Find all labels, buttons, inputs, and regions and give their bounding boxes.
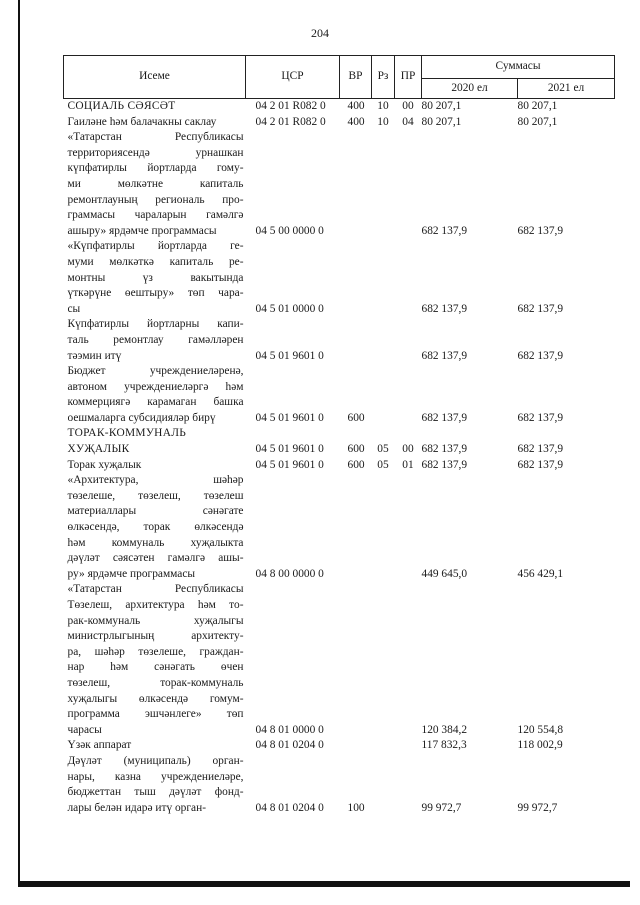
row-pr <box>395 738 422 754</box>
row-name-line: тәэмин итү <box>67 349 122 362</box>
row-pr: 01 <box>402 458 414 471</box>
row-name-line: автоном учреждениеләргә һәм <box>67 380 244 393</box>
row-name-line: ХУҖАЛЫК <box>67 443 130 456</box>
row-csr: 04 8 01 0204 0 <box>255 739 324 752</box>
row-sum-2020: 449 645,0 <box>421 567 468 580</box>
row-sum-2021: 682 137,9 <box>517 458 564 471</box>
row-name <box>64 239 246 317</box>
row-vr <box>340 239 372 317</box>
row-name-line: монтны үз вакытында <box>67 271 244 284</box>
row-rz <box>372 364 395 426</box>
row-sum-2020: 682 137,9 <box>421 302 468 315</box>
header-year-2021: 2021 ел <box>518 79 615 99</box>
row-pr: 00 <box>402 100 414 112</box>
row-name-line: Үзәк аппарат <box>67 739 132 752</box>
row-sum-2021: 456 429,1 <box>517 567 564 580</box>
row-sum-2020: 682 137,9 <box>421 458 468 471</box>
row-name-line: «Татарстан Республикасы <box>67 583 244 596</box>
row-csr: 04 5 01 9601 0 <box>255 349 324 362</box>
row-sum-2021: 80 207,1 <box>517 115 558 128</box>
row-name-line: министрлыгының архитекту- <box>67 630 244 643</box>
row-name <box>64 317 246 364</box>
row-rz <box>372 130 395 239</box>
row-name-line: хуҗалыгы өлкәсендә гомум- <box>67 692 244 705</box>
row-sum-2021: 99 972,7 <box>517 801 558 814</box>
row-sum-2021: 682 137,9 <box>517 302 564 315</box>
table-row <box>64 754 615 816</box>
row-sum-2021: 682 137,9 <box>517 443 564 456</box>
row-sum-2021: 682 137,9 <box>517 224 564 237</box>
row-csr: 04 5 01 9601 0 <box>255 458 324 471</box>
row-name-line: лары белән идарә итү орган- <box>67 801 206 814</box>
row-name-line: ТОРАК-КОММУНАЛЬ <box>67 427 187 440</box>
row-name-line: ми мөлкәтне капиталь <box>67 177 244 190</box>
row-pr <box>395 317 422 364</box>
row-name <box>64 99 246 115</box>
row-csr: 04 8 01 0204 0 <box>255 801 324 814</box>
row-pr: 00 <box>402 443 414 456</box>
row-pr <box>395 582 422 738</box>
row-name-line: граммасы чараларын гамәлгә <box>67 209 244 222</box>
table-row <box>64 582 615 738</box>
row-rz <box>372 239 395 317</box>
row-name-line: Торак хуҗалык <box>67 458 142 471</box>
row-pr <box>395 754 422 816</box>
scan-bottom-edge <box>18 881 630 887</box>
row-name <box>64 754 246 816</box>
row-vr: 100 <box>347 801 365 814</box>
header-year-2020: 2020 ел <box>422 79 518 99</box>
table-header <box>64 56 615 99</box>
row-sum-2020: 117 832,3 <box>421 739 467 752</box>
row-name-line: Бюджет учреждениеләренә, <box>67 365 244 378</box>
row-name-line: сы <box>67 302 81 315</box>
table-row <box>64 317 615 364</box>
row-name-line: оешмаларга субсидияләр бирү <box>67 411 216 424</box>
row-pr <box>395 473 422 582</box>
row-name <box>64 115 246 131</box>
row-csr: 04 8 01 0000 0 <box>255 723 324 736</box>
row-name-line: һәм коммуналь хуҗалыкта <box>67 536 244 549</box>
row-name-line: коммерциягә карамаган башка <box>67 396 244 409</box>
row-name-line: төзелеш, торак-коммуналь <box>67 676 244 689</box>
table-row <box>64 130 615 239</box>
row-name-line: муми мөлкәткә капиталь ре- <box>67 255 244 268</box>
row-name-line: таль ремонтлау гамәлләрен <box>67 333 244 346</box>
table-row <box>64 426 615 457</box>
row-name-line: дәүләт сәясәтен гамәлгә ашы- <box>67 552 244 565</box>
row-sum-2020: 682 137,9 <box>421 349 468 362</box>
row-sum-2020: 682 137,9 <box>421 443 468 456</box>
table-row <box>64 458 615 474</box>
row-csr: 04 2 01 R082 0 <box>255 100 326 112</box>
row-name-line: материаллары сәнәгате <box>67 505 244 518</box>
row-pr <box>395 130 422 239</box>
table-row <box>64 115 615 131</box>
row-pr <box>395 239 422 317</box>
row-csr: 04 8 00 0000 0 <box>255 567 324 580</box>
row-pr: 04 <box>402 115 414 128</box>
row-name-line: күпфатирлы йортларда гому- <box>67 162 244 175</box>
row-csr: 04 5 01 0000 0 <box>255 302 324 315</box>
row-vr <box>340 130 372 239</box>
row-vr: 600 <box>347 458 365 471</box>
row-sum-2020: 120 384,2 <box>421 723 468 736</box>
row-sum-2021: 80 207,1 <box>517 100 558 112</box>
row-csr: 04 5 01 9601 0 <box>255 411 324 424</box>
row-name-line: СОЦИАЛЬ СӘЯСӘТ <box>67 100 176 112</box>
row-name-line: ру» ярдәмче программасы <box>67 567 196 580</box>
row-sum-2020: 682 137,9 <box>421 411 468 424</box>
row-sum-2021: 118 002,9 <box>517 739 563 752</box>
row-vr <box>340 738 372 754</box>
budget-table <box>63 55 615 816</box>
row-csr: 04 5 00 0000 0 <box>255 224 324 237</box>
row-name-line: төзелеше, төзелеш, төзелеш <box>67 489 244 502</box>
row-pr <box>395 364 422 426</box>
row-name-line: Күпфатирлы йортларны капи- <box>67 318 244 331</box>
table-row <box>64 738 615 754</box>
row-rz <box>372 317 395 364</box>
header-pr: ПР <box>395 56 422 99</box>
header-vr: ВР <box>340 56 372 99</box>
row-rz <box>372 754 395 816</box>
table-row <box>64 239 615 317</box>
row-name-line: үткәрүне өештыру» төп чара- <box>67 287 244 300</box>
row-rz: 10 <box>377 100 389 112</box>
row-name <box>64 738 246 754</box>
row-name <box>64 130 246 239</box>
row-name-line: ремонтлауның региональ про- <box>67 193 244 206</box>
header-sums: Суммасы <box>422 56 615 79</box>
row-name-line: чарасы <box>67 723 102 736</box>
row-sum-2021: 682 137,9 <box>517 411 564 424</box>
header-csr: ЦСР <box>246 56 340 99</box>
row-rz: 05 <box>377 443 389 456</box>
row-rz: 05 <box>377 458 389 471</box>
row-name-line: рак-коммуналь хуҗалыгы <box>67 614 244 627</box>
row-name-line: «Архитектура, шәһәр <box>67 474 244 487</box>
row-name-line: программа эшчәнлеге» төп <box>67 708 244 721</box>
table-body <box>64 99 615 817</box>
table-row <box>64 99 615 115</box>
row-name <box>64 458 246 474</box>
row-name-line: «Татарстан Республикасы <box>67 131 244 144</box>
row-name-line: «Күпфатирлы йортларда ге- <box>67 240 244 253</box>
row-sum-2020: 80 207,1 <box>421 100 462 112</box>
row-name-line: нар һәм сәнәгать өчен <box>67 661 244 674</box>
row-vr <box>340 317 372 364</box>
row-name-line: Дәүләт (муниципаль) орган- <box>67 754 244 767</box>
row-name-line: территориясендә урнашкан <box>67 146 244 159</box>
row-name <box>64 473 246 582</box>
table-row <box>64 473 615 582</box>
row-csr: 04 5 01 9601 0 <box>255 443 324 456</box>
row-name-line: өлкәсендә, торак өлкәсендә <box>67 521 244 534</box>
row-name-line: бюджеттан тыш дәүләт фонд- <box>67 786 244 799</box>
header-name: Исеме <box>64 56 246 99</box>
row-csr: 04 2 01 R082 0 <box>255 115 326 128</box>
row-rz <box>372 473 395 582</box>
row-name-line: Гаиләне һәм балачакны саклау <box>67 115 217 128</box>
row-sum-2020: 80 207,1 <box>421 115 462 128</box>
scan-left-edge <box>18 0 20 887</box>
row-sum-2020: 99 972,7 <box>421 801 462 814</box>
row-name-line: нары, казна учреждениеләре, <box>67 770 244 783</box>
row-rz <box>372 582 395 738</box>
row-name <box>64 364 246 426</box>
row-vr: 600 <box>347 443 365 456</box>
table-row <box>64 364 615 426</box>
row-name-line: ашыру» ярдәмче программасы <box>67 224 217 237</box>
row-vr <box>340 473 372 582</box>
row-vr: 400 <box>347 100 365 112</box>
row-sum-2021: 682 137,9 <box>517 349 564 362</box>
row-name <box>64 426 246 457</box>
header-rz: Рз <box>372 56 395 99</box>
row-rz <box>372 738 395 754</box>
row-name-line: ра, шәһәр төзелеше, граждан- <box>67 645 244 658</box>
row-sum-2021: 120 554,8 <box>517 723 564 736</box>
row-vr: 400 <box>347 115 365 128</box>
row-vr: 600 <box>347 411 365 424</box>
row-name <box>64 582 246 738</box>
row-vr <box>340 582 372 738</box>
row-sum-2020: 682 137,9 <box>421 224 468 237</box>
page-number: 204 <box>311 26 329 40</box>
row-name-line: Төзелеш, архитектура һәм то- <box>67 599 244 611</box>
row-rz: 10 <box>377 115 389 128</box>
